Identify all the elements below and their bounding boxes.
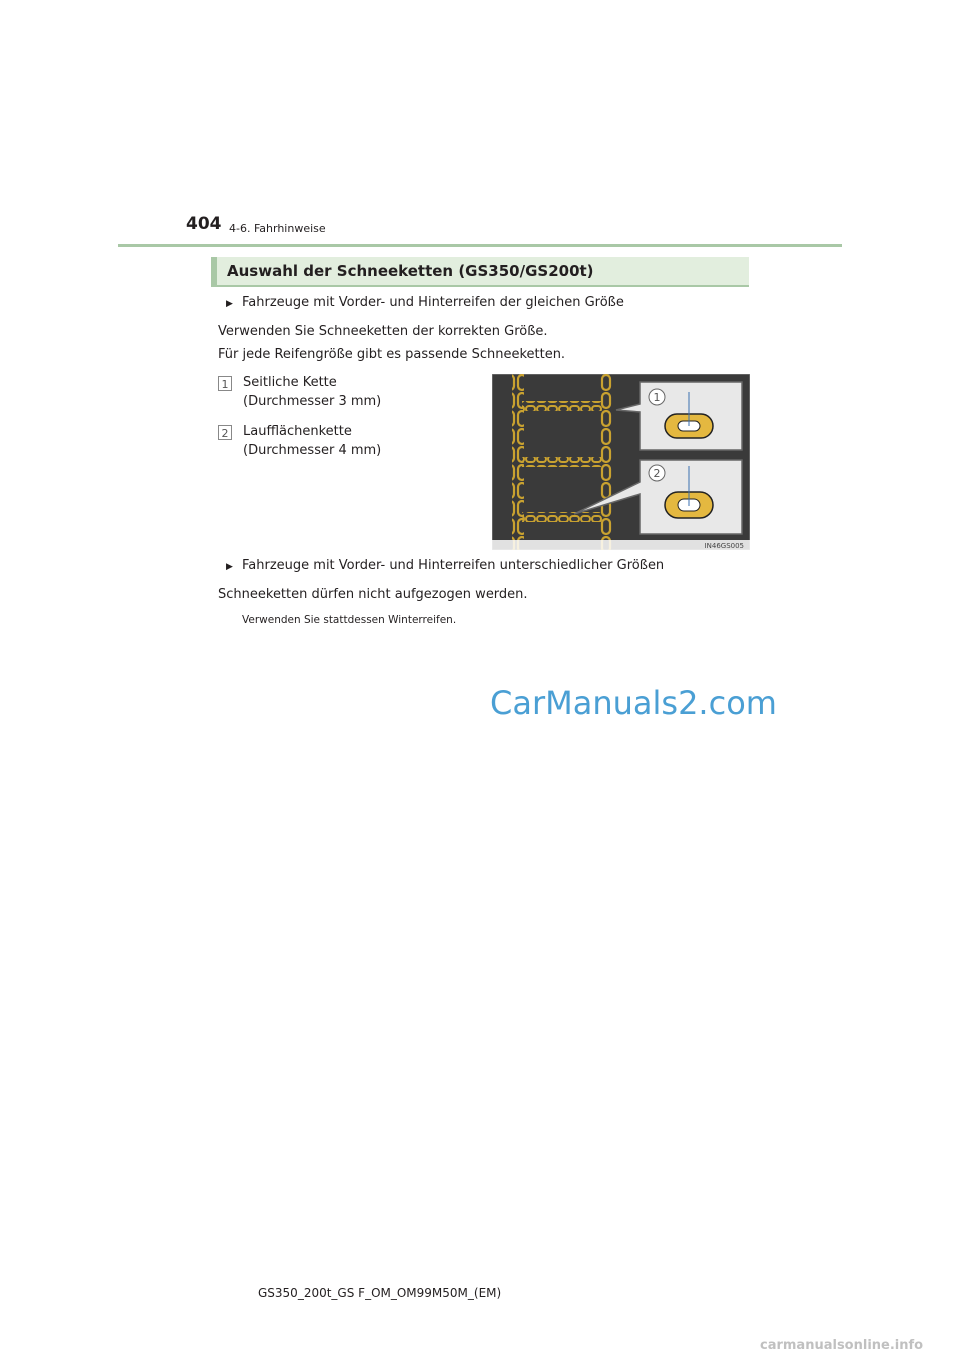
item-number-1: 1 [218,376,232,391]
section-title: Auswahl der Schneeketten (GS350/GS200t) [227,262,594,280]
bullet-text: Fahrzeuge mit Vorder- und Hinterreifen unterschiedlicher Größen [242,558,665,573]
bullet-same-size [226,295,624,310]
footer-document-code: GS350_200t_GS F_OM_OM99M50M_(EM) [258,1286,502,1300]
header-rule [118,244,842,247]
figure-callout-2: 2 [653,467,661,480]
note-text: Verwenden Sie stattdessen Winterreifen. [242,614,457,626]
item-2-text [243,422,381,460]
page-number: 404 [186,214,222,234]
item-2-detail: (Durchmesser 4 mm) [243,443,382,458]
bullet-text: Fahrzeuge mit Vorder- und Hinterreifen der gleichen Größe [242,295,624,310]
snow-chain-figure [492,374,750,550]
item-1-label: Seitliche Kette [243,375,337,390]
item-number-2: 2 [218,425,232,440]
triangle-bullet-icon: ▶ [226,562,233,572]
item-1-text [243,373,381,411]
instruction-line-1: Verwenden Sie Schneeketten der korrekten Größe. [218,324,548,339]
chapter-title: 4-6. Fahrhinweise [229,222,326,235]
section-heading-bar [211,257,749,287]
instruction-line-2: Für jede Reifengröße gibt es passende Schneeketten. [218,347,566,362]
watermark-logo: CarManuals2.com [490,684,777,722]
item-1-detail: (Durchmesser 3 mm) [243,394,382,409]
footer-site-watermark: carmanualsonline.info [760,1338,924,1353]
figure-callout-1: 1 [653,391,661,404]
item-2-label: Laufflächenkette [243,424,352,439]
figure-code: IN46GS005 [704,542,744,550]
bullet-different-size [226,558,664,573]
snow-chain-illustration [492,374,750,550]
triangle-bullet-icon: ▶ [226,299,233,309]
instruction-line-3: Schneeketten dürfen nicht aufgezogen werden. [218,587,528,602]
